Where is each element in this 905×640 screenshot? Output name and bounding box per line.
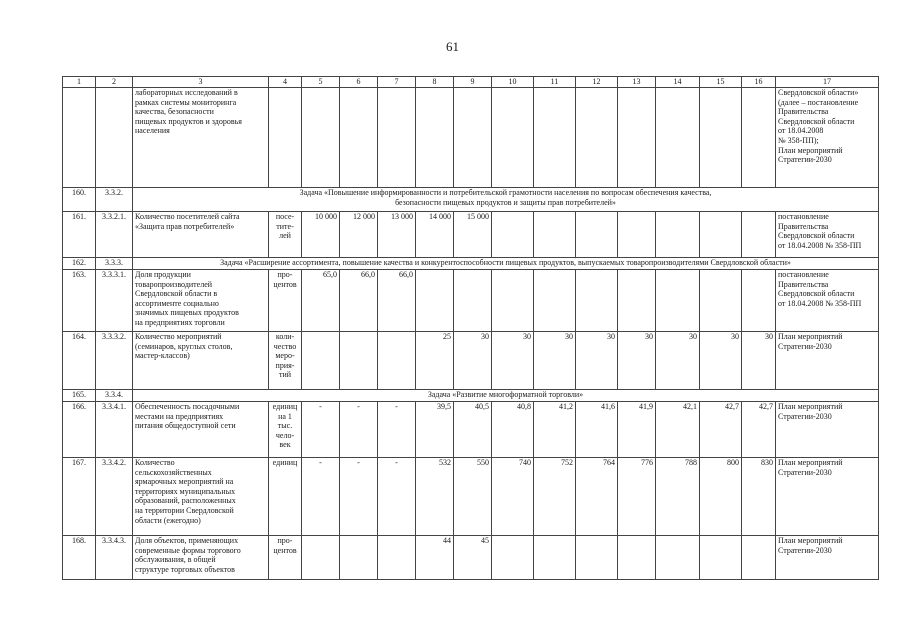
value-cell [302, 536, 340, 580]
value-cell [576, 536, 618, 580]
value-cell: 40,8 [492, 402, 534, 458]
column-number: 14 [656, 77, 700, 88]
task-row [63, 188, 879, 212]
value-cell: - [378, 458, 416, 536]
value-cell: 30 [618, 332, 656, 390]
unit: про- центов [269, 536, 302, 580]
value-cell: 30 [534, 332, 576, 390]
value-cell: 12 000 [340, 212, 378, 258]
column-number: 11 [534, 77, 576, 88]
row-number [63, 88, 96, 188]
table-row [63, 332, 879, 390]
item-code: 3.3.3.2. [96, 332, 133, 390]
value-cell [378, 536, 416, 580]
value-cell: - [302, 458, 340, 536]
value-cell [534, 212, 576, 258]
column-number: 13 [618, 77, 656, 88]
value-cell [742, 212, 776, 258]
value-cell: 30 [454, 332, 492, 390]
unit [269, 88, 302, 188]
page-number: 61 [446, 39, 459, 54]
source-document: План мероприятий Стратегии-2030 [776, 402, 879, 458]
indicator-name: Количество посетителей сайта «Защита прав потребителей» [133, 212, 269, 258]
value-cell: 14 000 [416, 212, 454, 258]
unit: коли- чество меро- прия- тий [269, 332, 302, 390]
item-code: 3.3.2. [96, 188, 133, 212]
value-cell [742, 88, 776, 188]
value-cell: - [340, 458, 378, 536]
value-cell [656, 270, 700, 332]
source-document: Свердловской области» (далее – постановление Правительства Свердловской области от 18.04.2008 № 358-ПП); План мероприятий Стратегии-2030 [776, 88, 879, 188]
row-number: 166. [63, 402, 96, 458]
item-code: 3.3.3.1. [96, 270, 133, 332]
value-cell: 40,5 [454, 402, 492, 458]
item-code: 3.3.2.1. [96, 212, 133, 258]
value-cell: 30 [700, 332, 742, 390]
value-cell [492, 88, 534, 188]
value-cell [534, 536, 576, 580]
value-cell [340, 88, 378, 188]
column-number: 3 [133, 77, 269, 88]
value-cell [534, 88, 576, 188]
task-row [63, 258, 879, 270]
task-title: Задача «Повышение информированности и потребительской грамотности населения по вопросам обеспечения качества, безопасности пищевых продуктов и защиты прав потребителей» [133, 188, 879, 212]
row-number: 164. [63, 332, 96, 390]
indicator-name: Обеспеченность посадочными местами на предприятиях питания общедоступной сети [133, 402, 269, 458]
row-number: 163. [63, 270, 96, 332]
value-cell [700, 270, 742, 332]
value-cell [492, 536, 534, 580]
indicators-table [62, 76, 879, 580]
indicator-name: Количество мероприятий (семинаров, круглых столов, мастер-классов) [133, 332, 269, 390]
value-cell: 30 [576, 332, 618, 390]
value-cell: 532 [416, 458, 454, 536]
source-document: постановление Правительства Свердловской области от 18.04.2008 № 358-ПП [776, 270, 879, 332]
value-cell [492, 270, 534, 332]
table-row [63, 402, 879, 458]
column-number: 17 [776, 77, 879, 88]
item-code: 3.3.4.2. [96, 458, 133, 536]
value-cell: - [378, 402, 416, 458]
value-cell: 740 [492, 458, 534, 536]
value-cell: 30 [656, 332, 700, 390]
value-cell [618, 212, 656, 258]
value-cell: 800 [700, 458, 742, 536]
column-number: 10 [492, 77, 534, 88]
value-cell: - [340, 402, 378, 458]
indicator-name: лабораторных исследований в рамках системы мониторинга качества, безопасности пищевых продуктов и здоровья населения [133, 88, 269, 188]
column-number: 2 [96, 77, 133, 88]
value-cell [454, 88, 492, 188]
row-number: 168. [63, 536, 96, 580]
column-number: 9 [454, 77, 492, 88]
row-number: 162. [63, 258, 96, 270]
column-number: 4 [269, 77, 302, 88]
value-cell: 776 [618, 458, 656, 536]
value-cell [302, 88, 340, 188]
item-code: 3.3.4. [96, 390, 133, 402]
value-cell: - [302, 402, 340, 458]
value-cell [618, 88, 656, 188]
value-cell: 45 [454, 536, 492, 580]
table-row [63, 270, 879, 332]
column-number: 7 [378, 77, 416, 88]
value-cell: 30 [742, 332, 776, 390]
table-row [63, 458, 879, 536]
value-cell: 41,9 [618, 402, 656, 458]
table-row [63, 88, 879, 188]
value-cell [340, 332, 378, 390]
value-cell [656, 88, 700, 188]
indicator-name: Количество сельскохозяйственных ярмарочных мероприятий на территориях муниципальных образований, расположенных на территории Свердловской области (ежегодно) [133, 458, 269, 536]
column-number: 5 [302, 77, 340, 88]
value-cell [454, 270, 492, 332]
source-document: План мероприятий Стратегии-2030 [776, 332, 879, 390]
item-code: 3.3.3. [96, 258, 133, 270]
task-row [63, 390, 879, 402]
item-code: 3.3.4.1. [96, 402, 133, 458]
value-cell [416, 88, 454, 188]
unit: посе- тите- лей [269, 212, 302, 258]
row-number: 160. [63, 188, 96, 212]
value-cell [618, 270, 656, 332]
value-cell: 39,5 [416, 402, 454, 458]
value-cell: 42,7 [700, 402, 742, 458]
value-cell [618, 536, 656, 580]
value-cell: 42,1 [656, 402, 700, 458]
column-number-row [63, 77, 879, 88]
value-cell: 25 [416, 332, 454, 390]
value-cell [700, 212, 742, 258]
item-code: 3.3.4.3. [96, 536, 133, 580]
value-cell: 66,0 [340, 270, 378, 332]
value-cell [378, 88, 416, 188]
value-cell: 15 000 [454, 212, 492, 258]
value-cell: 42,7 [742, 402, 776, 458]
value-cell [656, 536, 700, 580]
value-cell: 41,2 [534, 402, 576, 458]
value-cell [742, 536, 776, 580]
item-code [96, 88, 133, 188]
source-document: постановление Правительства Свердловской области от 18.04.2008 № 358-ПП [776, 212, 879, 258]
column-number: 16 [742, 77, 776, 88]
task-title: Задача «Развитие многоформатной торговли» [133, 390, 879, 402]
value-cell: 44 [416, 536, 454, 580]
indicator-name: Доля объектов, применяющих современные формы торгового обслуживания, в общей структуре торговых объектов [133, 536, 269, 580]
value-cell [700, 536, 742, 580]
table-row [63, 212, 879, 258]
value-cell [302, 332, 340, 390]
value-cell [576, 270, 618, 332]
value-cell [378, 332, 416, 390]
value-cell [492, 212, 534, 258]
column-number: 8 [416, 77, 454, 88]
unit: единиц на 1 тыс. чело- век [269, 402, 302, 458]
value-cell [576, 212, 618, 258]
value-cell [700, 88, 742, 188]
row-number: 165. [63, 390, 96, 402]
value-cell: 830 [742, 458, 776, 536]
value-cell [656, 212, 700, 258]
task-title: Задача «Расширение ассортимента, повышение качества и конкурентоспособности пищевых продуктов, выпускаемых товаропроизводителями Свердловской области» [133, 258, 879, 270]
column-number: 12 [576, 77, 618, 88]
source-document: План мероприятий Стратегии-2030 [776, 536, 879, 580]
value-cell [534, 270, 576, 332]
value-cell [742, 270, 776, 332]
value-cell: 10 000 [302, 212, 340, 258]
value-cell: 764 [576, 458, 618, 536]
unit: про- центов [269, 270, 302, 332]
value-cell [576, 88, 618, 188]
table-row [63, 536, 879, 580]
source-document: План мероприятий Стратегии-2030 [776, 458, 879, 536]
value-cell: 550 [454, 458, 492, 536]
value-cell: 13 000 [378, 212, 416, 258]
value-cell [340, 536, 378, 580]
unit: единиц [269, 458, 302, 536]
value-cell: 30 [492, 332, 534, 390]
indicator-name: Доля продукции товаропроизводителей Свердловской области в ассортименте социально значимых пищевых продуктов на предприятиях торговли [133, 270, 269, 332]
column-number: 6 [340, 77, 378, 88]
value-cell: 41,6 [576, 402, 618, 458]
row-number: 161. [63, 212, 96, 258]
value-cell: 65,0 [302, 270, 340, 332]
value-cell [416, 270, 454, 332]
value-cell: 752 [534, 458, 576, 536]
column-number: 1 [63, 77, 96, 88]
value-cell: 66,0 [378, 270, 416, 332]
row-number: 167. [63, 458, 96, 536]
value-cell: 788 [656, 458, 700, 536]
column-number: 15 [700, 77, 742, 88]
